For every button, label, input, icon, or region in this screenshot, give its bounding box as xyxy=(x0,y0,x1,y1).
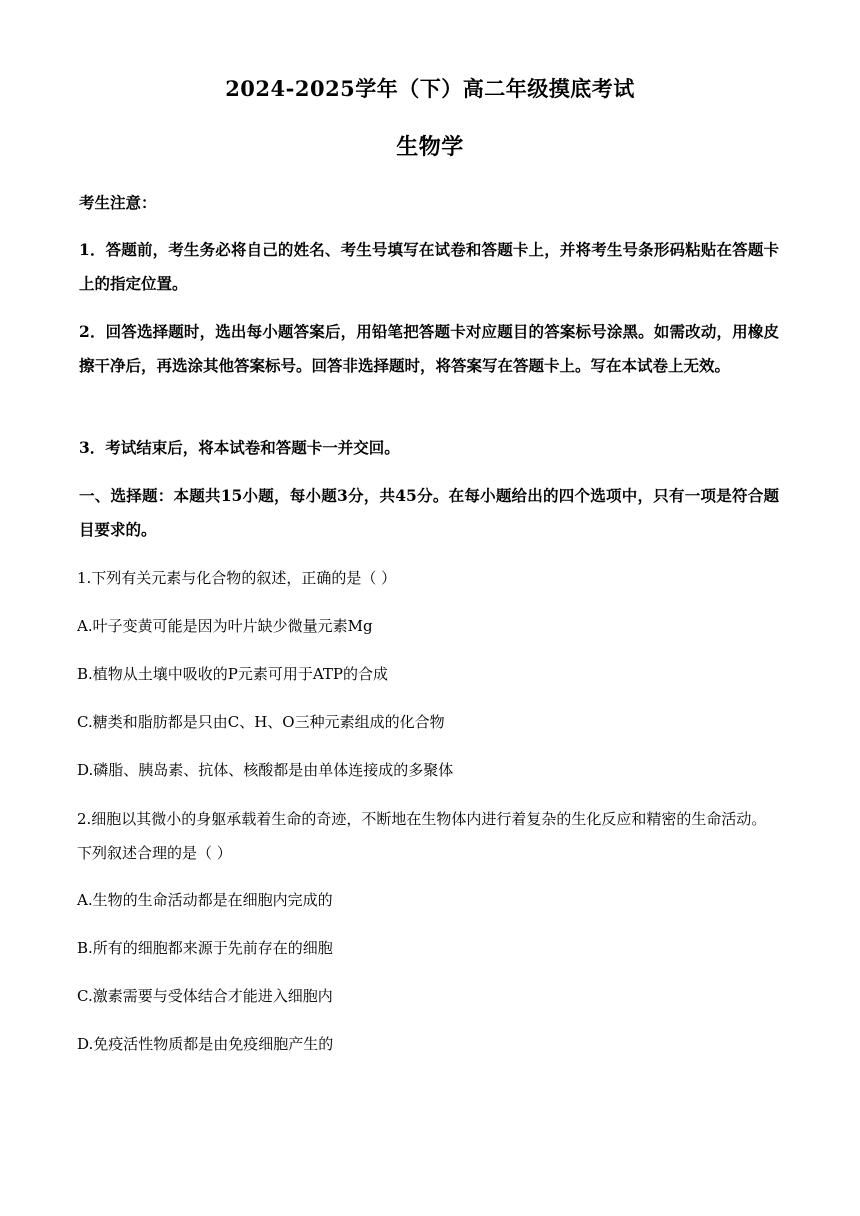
question-1-option-a: A.叶子变黄可能是因为叶片缺少微量元素Mg xyxy=(77,617,373,635)
question-1-stem: 1.下列有关元素与化合物的叙述，正确的是（ ） xyxy=(77,569,397,587)
question-2-option-a: A.生物的生命活动都是在细胞内完成的 xyxy=(77,891,333,909)
notice-item-3: 3．考试结束后，将本试卷和答题卡一并交回。 xyxy=(79,438,400,457)
notice-item-2: 2．回答选择题时，选出每小题答案后，用铅笔把答题卡对应题目的答案标号涂黑。如需改动，用橡皮擦干净后，再选涂其他答案标号。回答非选择题时，将答案写在答题卡上。写在本试卷上无效。 xyxy=(79,322,779,375)
notice-item-1: 1．答题前，考生务必将自己的姓名、考生号填写在试卷和答题卡上，并将考生号条形码粘贴在答题卡上的指定位置。 xyxy=(79,240,779,293)
subject-title: 生物学 xyxy=(396,134,464,160)
question-1-option-c: C.糖类和脂肪都是只由C、H、O三种元素组成的化合物 xyxy=(77,713,445,731)
question-2-stem: 2.细胞以其微小的身躯承载着生命的奇迹，不断地在生物体内进行着复杂的生化反应和精密的生命活动。下列叙述合理的是（ ） xyxy=(77,810,767,862)
question-2-option-d: D.免疫活性物质都是由免疫细胞产生的 xyxy=(77,1035,334,1053)
question-1-option-d: D.磷脂、胰岛素、抗体、核酸都是由单体连接成的多聚体 xyxy=(77,761,454,779)
exam-title: 2024-2025学年（下）高二年级摸底考试 xyxy=(225,76,635,101)
question-2-option-b: B.所有的细胞都来源于先前存在的细胞 xyxy=(77,939,333,957)
notice-heading: 考生注意： xyxy=(79,193,157,212)
section-heading: 一、选择题：本题共15小题，每小题3分，共45分。在每小题给出的四个选项中，只有一项是符合题目要求的。 xyxy=(79,486,779,539)
question-2-option-c: C.激素需要与受体结合才能进入细胞内 xyxy=(77,987,333,1005)
question-1-option-b: B.植物从土壤中吸收的P元素可用于ATP的合成 xyxy=(77,665,388,683)
